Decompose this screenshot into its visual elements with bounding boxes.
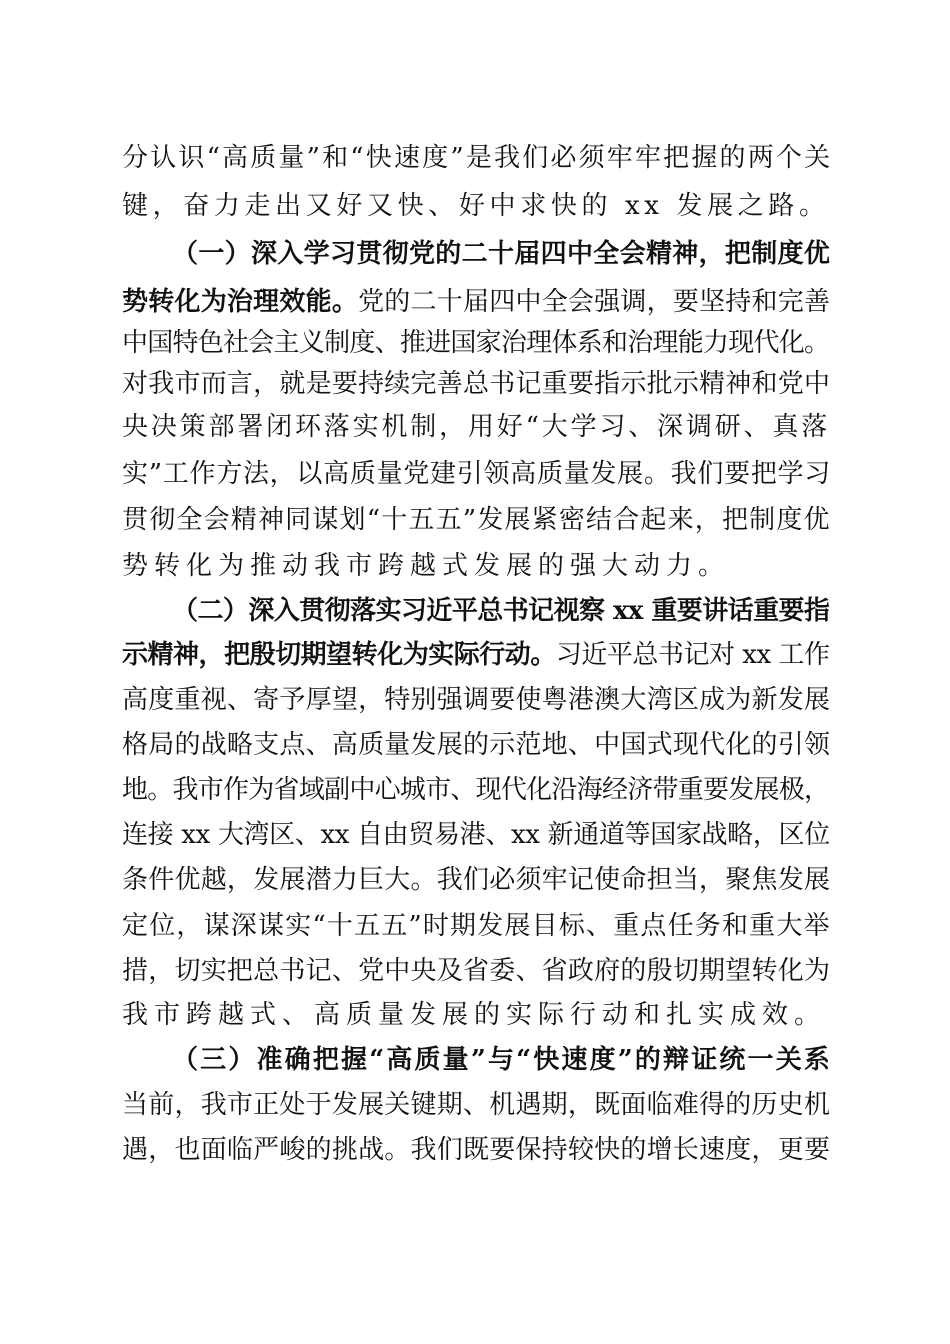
body-line: 高度重视、寄予厚望，特别强调要使粤港澳大湾区成为新发展	[122, 685, 831, 715]
body-text: 党的二十届四中全会强调，要坚持和完善	[358, 287, 831, 317]
body-line: 分认识“高质量”和“快速度”是我们必须牢牢把握的两个关	[122, 143, 833, 173]
body-line: 键，奋力走出又好又快、好中求快的 xx 发展之路。	[122, 191, 830, 221]
body-line: 地。我市作为省域副中心城市、现代化沿海经济带重要发展极，	[122, 775, 830, 805]
section-line	[122, 285, 830, 319]
body-line: 贯彻全会精神同谋划“十五五”发展紧密结合起来，把制度优	[122, 505, 831, 535]
body-line: 当前，我市正处于发展关键期、机遇期，既面临难得的历史机	[122, 1090, 831, 1120]
body-line: 我市跨越式、高质量发展的实际行动和扎实成效。	[122, 1000, 827, 1030]
body-line: 遇，也面临严峻的挑战。我们既要保持较快的增长速度，更要	[122, 1135, 831, 1165]
body-line: 定位，谋深谋实“十五五”时期发展目标、重点任务和重大举	[122, 911, 831, 941]
section-line	[122, 638, 829, 672]
section-heading-end: 示精神，把殷切期望转化为实际行动。	[122, 640, 556, 670]
section-heading: （一）深入学习贯彻党的二十届四中全会精神，把制度优	[172, 239, 831, 269]
section-heading: （二）深入贯彻落实习近平总书记视察 xx 重要讲话重要指	[172, 596, 830, 626]
body-line: 措，切实把总书记、党中央及省委、省政府的殷切期望转化为	[122, 956, 831, 986]
body-text: 习近平总书记对 xx 工作	[555, 640, 830, 670]
body-line: 实”工作方法，以高质量党建引领高质量发展。我们要把学习	[122, 459, 832, 489]
body-line: 对我市而言，就是要持续完善总书记重要指示批示精神和党中	[122, 369, 831, 399]
body-line: 连接 xx 大湾区、xx 自由贸易港、xx 新通道等国家战略，区位	[122, 820, 830, 850]
body-line: 势转化为推动我市跨越式发展的强大动力。	[122, 551, 731, 581]
body-line: 中国特色社会主义制度、推进国家治理体系和治理能力现代化。	[122, 328, 830, 358]
body-line: 条件优越，发展潜力巨大。我们必须牢记使命担当，聚焦发展	[122, 865, 831, 895]
body-line: 央决策部署闭环落实机制，用好“大学习、深调研、真落	[122, 412, 831, 442]
section-heading: （三）准确把握“高质量”与“快速度”的辩证统一关系	[172, 1045, 833, 1075]
body-line: 格局的战略支点、高质量发展的示范地、中国式现代化的引领	[122, 730, 831, 760]
section-heading-end: 势转化为治理效能。	[122, 287, 359, 317]
